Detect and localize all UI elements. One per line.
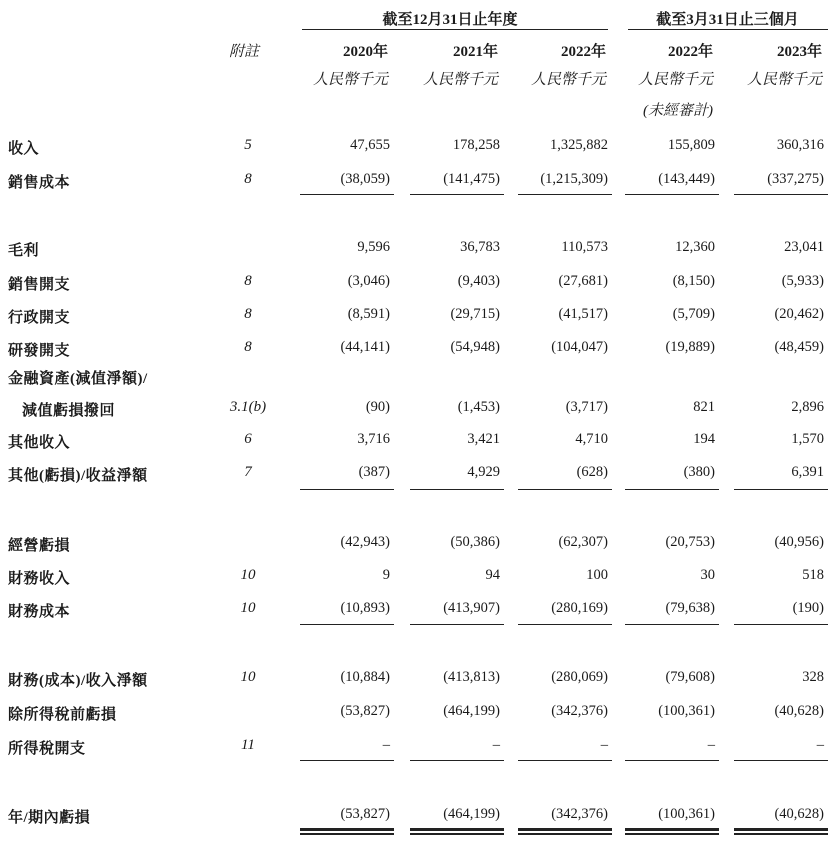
row-note: 10 xyxy=(240,600,256,616)
subtotal-rule xyxy=(734,489,828,490)
value-cell: (53,827) xyxy=(340,806,390,822)
row-label: 年/期內虧損 xyxy=(8,810,91,826)
subtotal-rule xyxy=(518,489,612,490)
subtotal-rule xyxy=(300,194,394,195)
value-cell: (9,403) xyxy=(457,273,500,289)
value-cell: – xyxy=(707,737,715,753)
col-currency-2021: 人民幣千元 xyxy=(422,72,498,88)
value-cell: (387) xyxy=(358,464,390,480)
col-year-2022: 2022年 xyxy=(560,44,606,60)
subtotal-rule xyxy=(734,194,828,195)
value-cell: 47,655 xyxy=(350,137,390,153)
value-cell: 155,809 xyxy=(667,137,715,153)
value-cell: (38,059) xyxy=(340,171,390,187)
value-cell: (413,813) xyxy=(443,669,500,685)
subtotal-rule xyxy=(300,760,394,761)
row-note: 8 xyxy=(244,306,252,322)
value-cell: (27,681) xyxy=(558,273,608,289)
col-currency-2022: 人民幣千元 xyxy=(530,72,606,88)
subtotal-rule xyxy=(410,489,504,490)
row-note: 3.1(b) xyxy=(229,399,267,415)
value-cell: (53,827) xyxy=(340,703,390,719)
subtotal-rule xyxy=(625,760,719,761)
value-cell: 36,783 xyxy=(460,239,500,255)
value-cell: (40,628) xyxy=(774,703,824,719)
row-label: 除所得稅前虧損 xyxy=(8,707,117,723)
value-cell: (40,628) xyxy=(774,806,824,822)
value-cell: (1,215,309) xyxy=(540,171,608,187)
group-header-annual: 截至12月31日止年度 xyxy=(382,12,518,28)
value-cell: (41,517) xyxy=(558,306,608,322)
value-cell: (380) xyxy=(683,464,715,480)
value-cell: 194 xyxy=(693,431,715,447)
value-cell: 100 xyxy=(586,567,608,583)
value-cell: 821 xyxy=(693,399,715,415)
value-cell: (29,715) xyxy=(450,306,500,322)
value-cell: – xyxy=(492,737,500,753)
value-cell: (40,956) xyxy=(774,534,824,550)
value-cell: (50,386) xyxy=(450,534,500,550)
row-label: 行政開支 xyxy=(8,310,71,326)
value-cell: – xyxy=(816,737,824,753)
value-cell: 30 xyxy=(700,567,715,583)
value-cell: (90) xyxy=(365,399,390,415)
row-note: 6 xyxy=(244,431,252,447)
value-cell: 3,716 xyxy=(357,431,390,447)
value-cell: (143,449) xyxy=(658,171,715,187)
value-cell: 2,896 xyxy=(791,399,824,415)
value-cell: 12,360 xyxy=(675,239,715,255)
subtotal-rule xyxy=(518,624,612,625)
subtotal-rule xyxy=(410,760,504,761)
value-cell: (5,933) xyxy=(781,273,824,289)
value-cell: 110,573 xyxy=(561,239,608,255)
value-cell: 328 xyxy=(802,669,824,685)
value-cell: (280,169) xyxy=(551,600,608,616)
row-label-continued: 減值虧損撥回 xyxy=(22,403,116,419)
col-year-2022-q: 2022年 xyxy=(667,44,713,60)
row-note: 11 xyxy=(241,737,255,753)
value-cell: (100,361) xyxy=(658,703,715,719)
total-double-rule xyxy=(410,828,504,835)
row-label: 財務成本 xyxy=(8,604,71,620)
value-cell: (100,361) xyxy=(658,806,715,822)
value-cell: 94 xyxy=(485,567,500,583)
value-cell: – xyxy=(600,737,608,753)
value-cell: (10,884) xyxy=(340,669,390,685)
value-cell: 6,391 xyxy=(791,464,824,480)
value-cell: 3,421 xyxy=(467,431,500,447)
value-cell: (48,459) xyxy=(774,339,824,355)
total-double-rule xyxy=(518,828,612,835)
subtotal-rule xyxy=(625,489,719,490)
total-double-rule xyxy=(300,828,394,835)
value-cell: (280,069) xyxy=(551,669,608,685)
total-double-rule xyxy=(625,828,719,835)
value-cell: (79,638) xyxy=(665,600,715,616)
col-year-2020: 2020年 xyxy=(342,44,388,60)
value-cell: (54,948) xyxy=(450,339,500,355)
row-note: 8 xyxy=(244,171,252,187)
value-cell: (141,475) xyxy=(443,171,500,187)
group-rule-quarter xyxy=(628,29,828,30)
value-cell: (342,376) xyxy=(551,806,608,822)
value-cell: 1,570 xyxy=(791,431,824,447)
value-cell: (1,453) xyxy=(457,399,500,415)
row-note: 10 xyxy=(240,567,256,583)
value-cell: (3,046) xyxy=(347,273,390,289)
value-cell: (42,943) xyxy=(340,534,390,550)
row-note: 10 xyxy=(240,669,256,685)
value-cell: (337,275) xyxy=(767,171,824,187)
value-cell: (628) xyxy=(576,464,608,480)
col-year-2021: 2021年 xyxy=(452,44,498,60)
row-label: 銷售成本 xyxy=(8,175,71,191)
value-cell: (44,141) xyxy=(340,339,390,355)
subtotal-rule xyxy=(518,760,612,761)
col-unaudited: (未經審計) xyxy=(643,103,713,119)
value-cell: – xyxy=(382,737,390,753)
value-cell: (464,199) xyxy=(443,703,500,719)
col-currency-2023: 人民幣千元 xyxy=(746,72,822,88)
value-cell: 360,316 xyxy=(776,137,824,153)
subtotal-rule xyxy=(734,624,828,625)
value-cell: 9,596 xyxy=(357,239,390,255)
subtotal-rule xyxy=(300,489,394,490)
row-note: 8 xyxy=(244,273,252,289)
value-cell: (62,307) xyxy=(558,534,608,550)
value-cell: (104,047) xyxy=(551,339,608,355)
value-cell: 178,258 xyxy=(452,137,500,153)
row-label: 銷售開支 xyxy=(8,277,71,293)
note-column-header: 附註 xyxy=(229,44,260,60)
value-cell: (342,376) xyxy=(551,703,608,719)
value-cell: (464,199) xyxy=(443,806,500,822)
subtotal-rule xyxy=(300,624,394,625)
value-cell: (20,753) xyxy=(665,534,715,550)
subtotal-rule xyxy=(625,624,719,625)
row-label: 財務收入 xyxy=(8,571,71,587)
value-cell: (3,717) xyxy=(565,399,608,415)
subtotal-rule xyxy=(625,194,719,195)
value-cell: (190) xyxy=(792,600,824,616)
col-currency-2020: 人民幣千元 xyxy=(312,72,388,88)
col-year-2023: 2023年 xyxy=(776,44,822,60)
row-label: 財務(成本)/收入淨額 xyxy=(8,673,148,689)
value-cell: (10,893) xyxy=(340,600,390,616)
group-rule-annual xyxy=(302,29,608,30)
subtotal-rule xyxy=(518,194,612,195)
row-label: 經營虧損 xyxy=(8,538,71,554)
value-cell: 23,041 xyxy=(784,239,824,255)
row-label: 所得稅開支 xyxy=(8,741,86,757)
subtotal-rule xyxy=(410,624,504,625)
row-note: 7 xyxy=(244,464,252,480)
row-label: 金融資產(減值淨額)/ xyxy=(8,371,148,387)
group-header-quarter: 截至3月31日止三個月 xyxy=(656,12,799,28)
value-cell: (79,608) xyxy=(665,669,715,685)
subtotal-rule xyxy=(410,194,504,195)
subtotal-rule xyxy=(734,760,828,761)
row-label: 其他(虧損)/收益淨額 xyxy=(8,468,148,484)
value-cell: 4,929 xyxy=(467,464,500,480)
row-label: 其他收入 xyxy=(8,435,71,451)
value-cell: (413,907) xyxy=(443,600,500,616)
row-note: 5 xyxy=(244,137,252,153)
col-currency-2022-q: 人民幣千元 xyxy=(637,72,713,88)
value-cell: 518 xyxy=(802,567,824,583)
row-note: 8 xyxy=(244,339,252,355)
row-label: 收入 xyxy=(8,141,40,157)
value-cell: (5,709) xyxy=(672,306,715,322)
row-label: 研發開支 xyxy=(8,343,71,359)
value-cell: (19,889) xyxy=(665,339,715,355)
value-cell: 4,710 xyxy=(575,431,608,447)
value-cell: (8,591) xyxy=(347,306,390,322)
row-label: 毛利 xyxy=(8,243,40,259)
total-double-rule xyxy=(734,828,828,835)
value-cell: 9 xyxy=(382,567,390,583)
value-cell: (8,150) xyxy=(672,273,715,289)
value-cell: (20,462) xyxy=(774,306,824,322)
value-cell: 1,325,882 xyxy=(550,137,608,153)
